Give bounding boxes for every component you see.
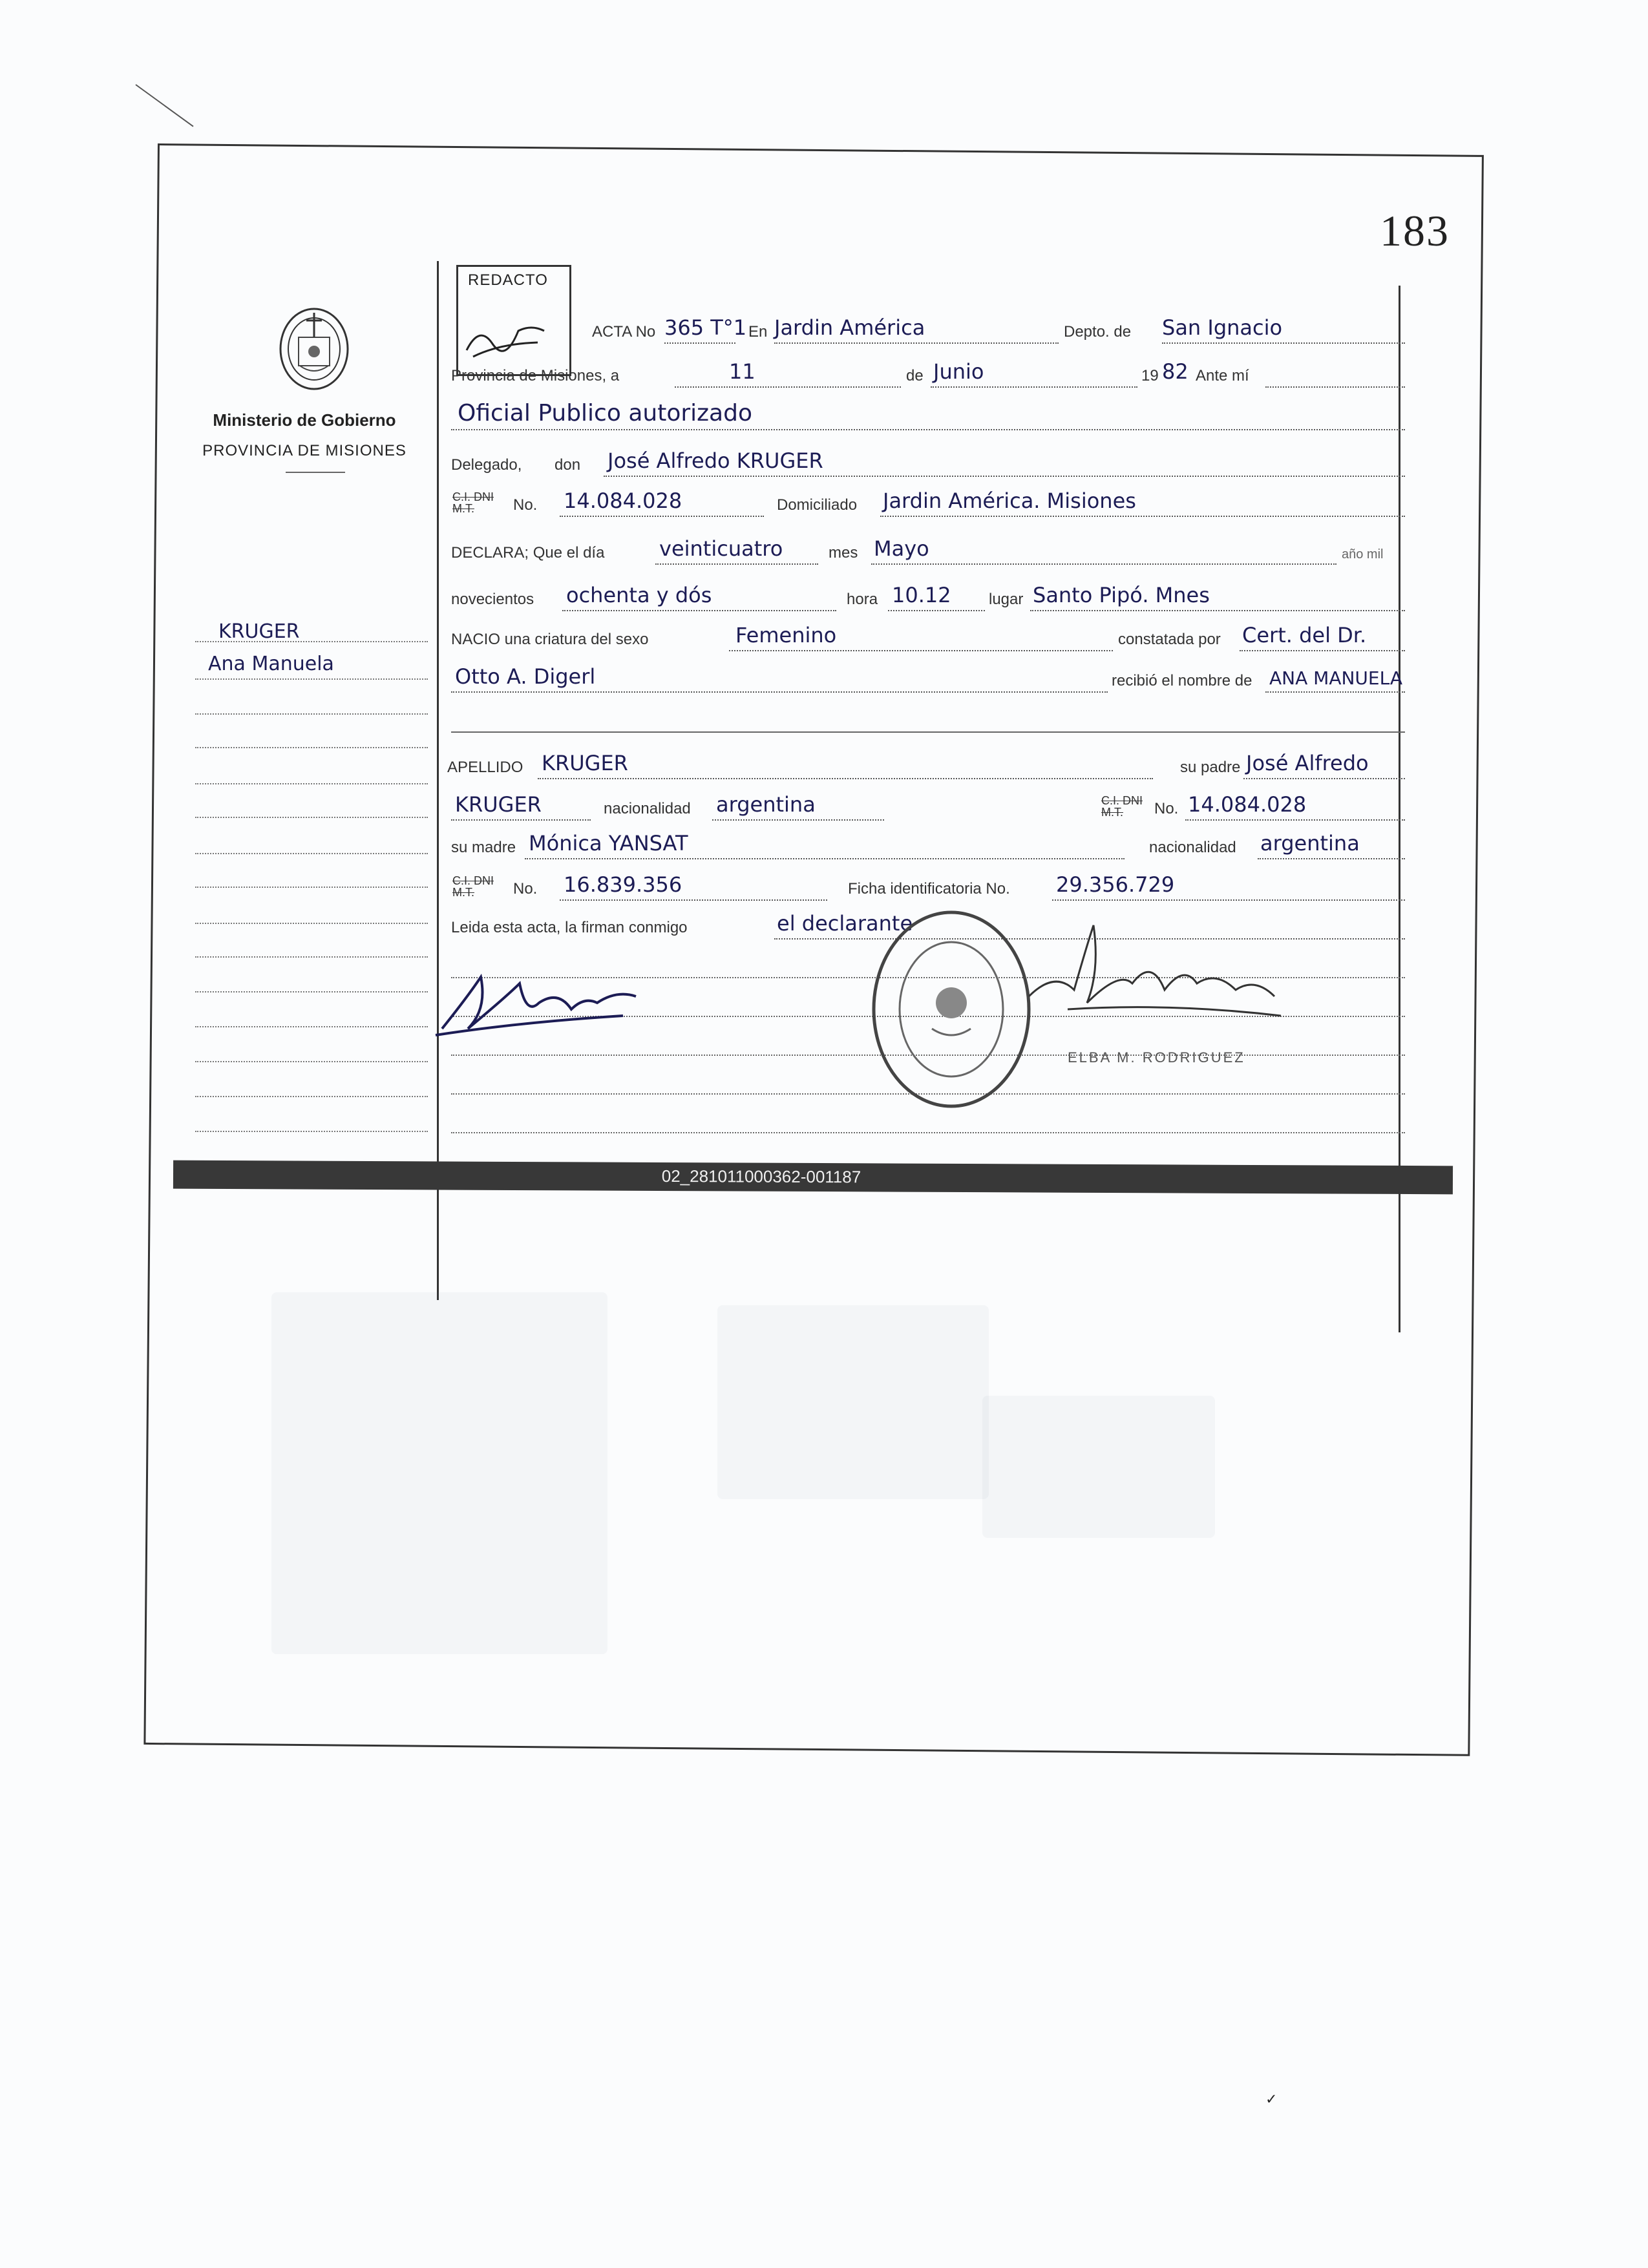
doctor-line	[451, 691, 1108, 693]
nombre-line	[1265, 691, 1405, 693]
doc-type-marker	[452, 491, 494, 514]
padre-no-label: No.	[1154, 800, 1179, 817]
declara-day-line	[655, 563, 818, 565]
row-officer	[451, 399, 1411, 434]
recibio-label: recibió el nombre de	[1112, 672, 1252, 689]
padre-apellido-value: KRUGER	[455, 792, 542, 817]
margin-line	[195, 1131, 428, 1132]
madre-doc-type-bottom: M.T.	[452, 886, 474, 899]
acta-line	[664, 342, 735, 344]
row-hora	[451, 580, 1411, 615]
ficha-line	[1052, 899, 1405, 901]
domiciliado-value: Jardin América. Misiones	[883, 488, 1136, 513]
don-line	[604, 476, 1405, 477]
constatada-label: constatada por	[1118, 631, 1221, 648]
padre-doc-type-marker	[1101, 795, 1143, 818]
ficha-label: Ficha identificatoria No.	[848, 880, 1010, 898]
depto-line	[1162, 342, 1405, 344]
redacto-label: REDACTO	[468, 271, 548, 289]
declara-day-value: veinticuatro	[659, 536, 783, 561]
padre-nacionalidad-value: argentina	[716, 792, 816, 817]
madre-line	[525, 858, 1125, 859]
en-label: En	[748, 323, 768, 341]
padre-doc-type-top: C.I. DNI	[1101, 794, 1143, 807]
depto-value: San Ignacio	[1162, 315, 1283, 340]
doctor-value: Otto A. Digerl	[455, 664, 596, 689]
madre-label: su madre	[451, 839, 516, 856]
bleed-through	[982, 1396, 1215, 1538]
barcode-bar	[173, 1160, 1453, 1195]
domiciliado-label: Domiciliado	[777, 496, 858, 514]
doc-type-top: C.I. DNI	[452, 490, 494, 503]
bleed-through	[717, 1305, 989, 1499]
nombre-value: ANA MANUELA	[1269, 667, 1402, 689]
section-divider	[451, 731, 1405, 733]
en-line	[774, 342, 1059, 344]
margin-line	[195, 991, 428, 992]
ficha-value: 29.356.729	[1056, 872, 1175, 897]
row-nombre	[451, 662, 1411, 697]
margin-line	[195, 956, 428, 958]
row-ficha	[451, 870, 1411, 905]
sexo-line	[729, 650, 1113, 651]
margin-line	[195, 1026, 428, 1027]
acta-label: ACTA No	[592, 323, 656, 341]
official-stamp-name: ELBA M. RODRIGUEZ	[1068, 1049, 1245, 1066]
margin-line	[195, 713, 428, 715]
page-number: 183	[1380, 206, 1450, 255]
apellido-line	[538, 778, 1153, 779]
column-divider	[437, 261, 439, 1300]
lugar-value: Santo Pipó. Mnes	[1033, 583, 1210, 607]
don-label: don	[555, 456, 581, 474]
row-madre	[451, 828, 1411, 863]
padre-apellido-line	[451, 819, 591, 821]
margin-line	[195, 783, 428, 784]
year-prefix: 19	[1141, 367, 1159, 384]
margin-line	[195, 678, 428, 680]
madre-nacionalidad-line	[1258, 858, 1405, 859]
row-acta	[451, 313, 1411, 348]
novecientos-line	[562, 610, 836, 611]
padre-doc-type-bottom: M.T.	[1101, 806, 1123, 819]
ante-label: Ante mí	[1196, 367, 1249, 384]
madre-nacionalidad-value: argentina	[1260, 831, 1360, 856]
official-stamp-icon	[867, 906, 1035, 1113]
province-name: PROVINCIA DE MISIONES	[202, 442, 407, 459]
row-declara	[451, 534, 1411, 569]
margin-line	[195, 887, 428, 888]
left-column	[176, 143, 433, 1177]
novecientos-value: ochenta y dós	[566, 583, 712, 607]
madre-doc-type-marker	[452, 875, 494, 898]
novecientos-label: novecientos	[451, 591, 534, 608]
anio-label: año mil	[1342, 547, 1384, 562]
month-value: Junio	[933, 359, 984, 384]
nacio-label: NACIO una criatura del sexo	[451, 631, 649, 648]
doc-type-bottom: M.T.	[452, 502, 474, 515]
lugar-label: lugar	[989, 591, 1024, 608]
row-apellido	[447, 748, 1411, 783]
padre-doc-value: 14.084.028	[1188, 792, 1307, 817]
margin-line	[195, 817, 428, 818]
row-delegado	[451, 446, 1411, 481]
de-label: de	[906, 367, 924, 384]
official-signature	[1016, 919, 1287, 1022]
domiciliado-line	[880, 516, 1405, 517]
hora-value: 10.12	[892, 583, 951, 607]
lugar-line	[1030, 610, 1405, 611]
delegado-label: Delegado,	[451, 456, 522, 474]
madre-doc-value: 16.839.356	[564, 872, 682, 897]
padre-value: José Alfredo	[1246, 751, 1369, 775]
hora-label: hora	[847, 591, 878, 608]
acta-value: 365 T°1	[664, 315, 747, 340]
scan-speck: ✓	[1265, 2091, 1278, 2107]
father-doc-value: 14.084.028	[564, 488, 682, 513]
declara-label: DECLARA; Que el día	[451, 544, 605, 562]
padre-label: su padre	[1180, 759, 1241, 776]
hora-line	[888, 610, 985, 611]
row-padre-nacionalidad	[451, 790, 1411, 824]
constatada-line	[1240, 650, 1405, 651]
margin-line	[195, 641, 428, 642]
row-nacio	[451, 620, 1411, 655]
margin-line	[195, 923, 428, 924]
day-line	[675, 386, 901, 388]
margin-line	[195, 747, 428, 748]
en-value: Jardin América	[774, 315, 925, 340]
mes-line	[871, 563, 1336, 565]
padre-doc-line	[1185, 819, 1405, 821]
leida-label: Leida esta acta, la firman conmigo	[451, 919, 688, 936]
constatada-value: Cert. del Dr.	[1242, 623, 1367, 647]
margin-note-given-name: Ana Manuela	[208, 653, 334, 675]
margin-line	[195, 1061, 428, 1062]
year-value: 82	[1162, 359, 1188, 384]
father-doc-line	[560, 516, 764, 517]
day-value: 11	[729, 359, 755, 384]
madre-nacionalidad-label: nacionalidad	[1149, 839, 1236, 856]
scan-mark	[135, 84, 193, 127]
month-line	[931, 386, 1137, 388]
barcode-id: 02_281011000362-001187	[661, 1166, 861, 1187]
padre-line	[1243, 778, 1405, 779]
madre-no-label: No.	[513, 880, 538, 898]
mes-value: Mayo	[874, 536, 929, 561]
row-date	[451, 357, 1411, 392]
no-label: No.	[513, 496, 538, 514]
provincia-label: Provincia de Misiones, a	[451, 367, 620, 384]
leida-value: el declarante	[777, 911, 913, 936]
apellido-value: KRUGER	[542, 751, 628, 775]
margin-line	[195, 1096, 428, 1097]
ministry-name: Ministerio de Gobierno	[213, 410, 396, 430]
left-divider	[286, 472, 345, 473]
ante-line	[1265, 386, 1405, 388]
apellido-label: APELLIDO	[447, 759, 523, 776]
padre-nacionalidad-line	[712, 819, 884, 821]
row-domicilio	[451, 486, 1411, 521]
officer-title: Oficial Publico autorizado	[458, 400, 752, 426]
padre-nacionalidad-label: nacionalidad	[604, 800, 691, 817]
mes-label: mes	[829, 544, 858, 562]
coat-of-arms-icon	[274, 299, 354, 395]
depto-label: Depto. de	[1064, 323, 1132, 341]
birth-certificate-form	[176, 143, 1480, 1190]
madre-doc-type-top: C.I. DNI	[452, 874, 494, 887]
margin-note-surname: KRUGER	[218, 620, 300, 643]
declarant-signature	[429, 958, 662, 1042]
sexo-value: Femenino	[735, 623, 837, 647]
signature-line	[451, 1132, 1405, 1133]
bleed-through	[271, 1292, 607, 1654]
madre-value: Mónica YANSAT	[529, 831, 688, 856]
officer-line	[451, 429, 1405, 430]
don-value: José Alfredo KRUGER	[607, 448, 823, 473]
margin-line	[195, 853, 428, 854]
madre-doc-line	[560, 899, 827, 901]
